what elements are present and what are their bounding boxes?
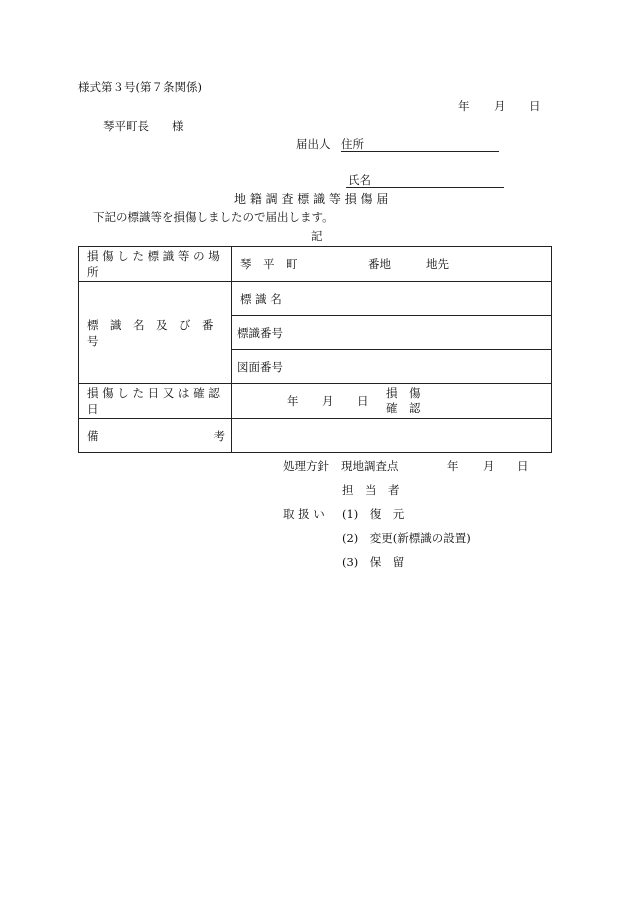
- person-label: 担 当 者: [342, 483, 400, 497]
- marker-name-cell[interactable]: [232, 282, 552, 316]
- date-month: 月: [494, 99, 506, 113]
- damage-year: 年: [287, 394, 299, 408]
- intro-text: 下記の標識等を損傷しましたので届出します。: [93, 210, 334, 224]
- survey-label: 現地調査点: [341, 459, 399, 473]
- form-number: 様式第３号(第７条関係): [78, 80, 202, 94]
- name-label: 氏名: [348, 173, 371, 187]
- marker-name-row: [79, 282, 552, 316]
- handling-label: 取 扱 い: [283, 507, 325, 521]
- damage-month: 月: [322, 394, 334, 408]
- marker-label-cell: [79, 282, 232, 384]
- remarks-row: [79, 419, 552, 453]
- drawing-number-cell[interactable]: [232, 350, 552, 384]
- location-label-cell: [79, 247, 232, 282]
- address-line[interactable]: [341, 151, 499, 152]
- date-label: 損 傷 し た 日 又 は 確 認 日: [87, 386, 220, 416]
- remarks-label-cell: [79, 419, 232, 453]
- damage-day: 日: [357, 394, 369, 408]
- date-row: [79, 384, 552, 419]
- confirm-word: 確 認: [386, 401, 421, 415]
- report-table: [78, 246, 552, 453]
- ki-heading: 記: [311, 229, 323, 243]
- drawing-number-label: 図面番号: [237, 359, 283, 374]
- survey-month: 月: [483, 459, 495, 473]
- date-year: 年: [458, 99, 470, 113]
- date-day: 日: [529, 99, 541, 113]
- location-town: 琴 平 町: [240, 257, 298, 271]
- addressee: 琴平町長 様: [103, 119, 184, 133]
- location-banchi: 番地: [368, 257, 391, 271]
- survey-day: 日: [517, 459, 529, 473]
- location-value-cell[interactable]: [232, 247, 552, 282]
- document-title: 地 籍 調 査 標 識 等 損 傷 届: [234, 192, 389, 206]
- handling-option-2: (2) 変更(新標識の設置): [342, 531, 471, 545]
- remarks-value-cell[interactable]: [232, 419, 552, 453]
- marker-name-label: 標 識 名: [240, 291, 282, 306]
- name-line[interactable]: [346, 187, 504, 188]
- policy-label: 処理方針: [283, 459, 329, 473]
- location-chisaki: 地先: [426, 257, 449, 271]
- remarks-label-right: 考: [213, 428, 225, 443]
- remarks-label-left: 備: [87, 428, 99, 443]
- date-value-cell[interactable]: [232, 384, 552, 419]
- location-row: [79, 247, 552, 282]
- handling-option-3: (3) 保 留: [342, 555, 405, 569]
- marker-label: 標 識 名 及 び 番 号: [87, 317, 225, 348]
- location-label: 損 傷 し た 標 識 等 の 場 所: [87, 249, 220, 279]
- applicant-label: 届出人: [296, 137, 331, 151]
- marker-number-cell[interactable]: [232, 316, 552, 350]
- handling-option-1: (1) 復 元: [342, 507, 405, 521]
- marker-number-label: 標識番号: [237, 325, 283, 340]
- date-label-cell: [79, 384, 232, 419]
- address-label: 住所: [341, 137, 364, 151]
- damage-word: 損 傷: [386, 386, 421, 400]
- survey-year: 年: [447, 459, 459, 473]
